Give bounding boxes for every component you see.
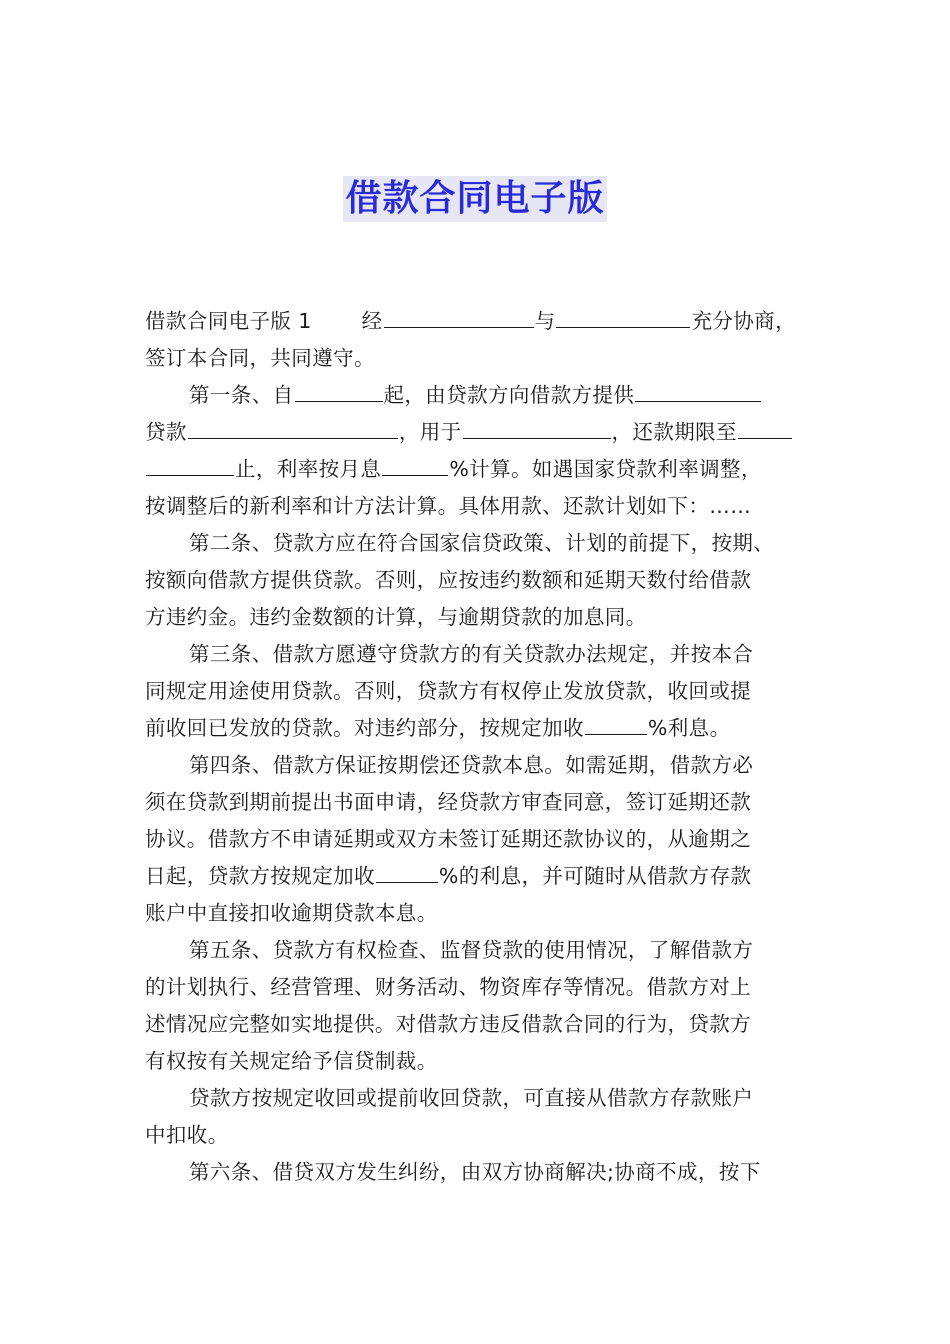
paragraph-line: 第三条、借款方愿遵守贷款方的有关贷款办法规定，并按本合 [189,642,754,666]
blank-field[interactable] [376,864,438,883]
paragraph-line: 有权按有关规定给予信贷制裁。 [145,1049,438,1073]
paragraph-line: 借款合同电子版 1 经 与 充分协商， [145,309,796,333]
paragraph-line: 账户中直接扣收逾期贷款本息。 [145,901,438,925]
paragraph-line: 签订本合同，共同遵守。 [145,346,375,370]
document-title: 借款合同电子版 [343,176,606,222]
paragraph-line: 中扣收。 [145,1123,229,1147]
paragraph-line: 述情况应完整如实地提供。对借款方违反借款合同的行为，贷款方 [145,1012,752,1036]
paragraph-line: 贷款方按规定收回或提前收回贷款，可直接从借款方存款账户 [189,1086,754,1110]
paragraph-line: 前收回已发放的贷款。对违约部分，按规定加收 %利息。 [145,716,731,740]
blank-field[interactable] [384,309,534,328]
blank-field[interactable] [585,716,647,735]
paragraph-line: 第一条、自 起，由贷款方向借款方提供 [145,377,809,414]
paragraph-line: 同规定用途使用贷款。否则，贷款方有权停止发放贷款，收回或提 [145,679,752,703]
paragraph-line: 按额向借款方提供贷款。否则，应按违约数额和延期天数付给借款 [145,568,752,592]
paragraph-line: 协议。借款方不申请延期或双方未签订延期还款协议的，从逾期之 [145,827,752,851]
blank-field[interactable] [556,309,690,328]
blank-field[interactable] [463,420,611,439]
blank-field[interactable] [295,383,383,402]
paragraph-line: 第五条、贷款方有权检查、监督贷款的使用情况，了解借款方 [189,938,754,962]
paragraph-line: 贷款 ，用于 ，还款期限至 [145,414,809,451]
blank-field[interactable] [738,420,792,439]
paragraph-line: 按调整后的新利率和计方法计算。具体用款、还款计划如下：…… [145,494,752,518]
paragraph-line: 须在贷款到期前提出书面申请，经贷款方审查同意，签订延期还款 [145,790,752,814]
paragraph-line: 止，利率按月息 %计算。如遇国家贷款利率调整， [145,451,809,488]
paragraph-line: 的计划执行、经营管理、财务活动、物资库存等情况。借款方对上 [145,975,752,999]
blank-field[interactable] [635,383,761,402]
blank-field[interactable] [146,457,234,476]
paragraph-line: 方违约金。违约金数额的计算，与逾期贷款的加息同。 [145,605,647,629]
paragraph-line: 第四条、借款方保证按期偿还贷款本息。如需延期，借款方必 [189,753,754,777]
paragraph-line: 第二条、贷款方应在符合国家信贷政策、计划的前提下，按期、 [189,531,775,555]
contract-body [145,303,809,1191]
blank-field[interactable] [188,420,398,439]
paragraph-line: 第六条、借贷双方发生纠纷，由双方协商解决;协商不成，按下 [189,1160,761,1184]
paragraph-line: 日起，贷款方按规定加收 %的利息，并可随时从借款方存款 [145,864,752,888]
blank-field[interactable] [382,457,448,476]
